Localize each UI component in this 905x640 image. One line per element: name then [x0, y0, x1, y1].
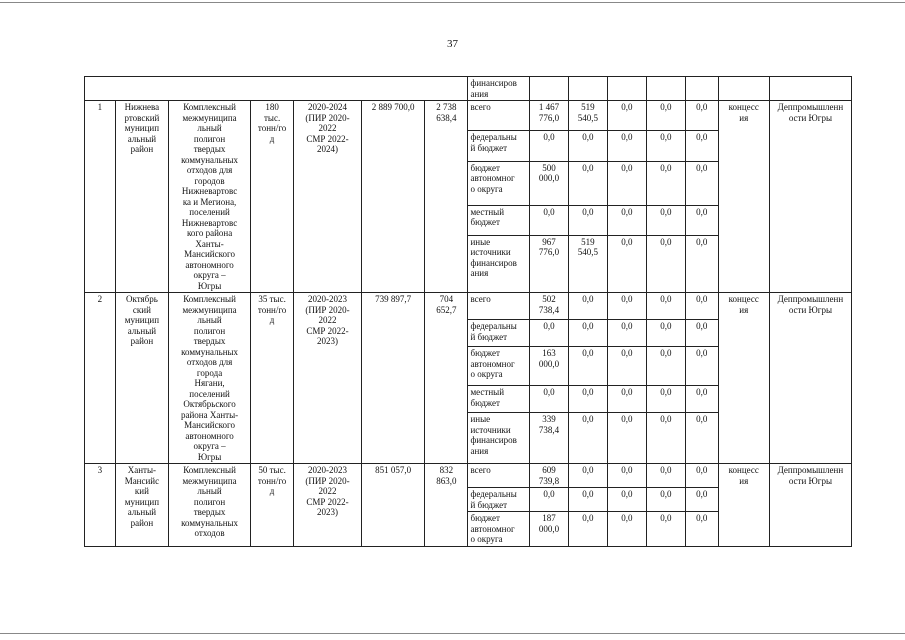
value-cell: 0,0 — [607, 347, 646, 386]
value-cell: 0,0 — [646, 235, 685, 292]
row-number-cell: 3 — [85, 464, 116, 547]
value-cell: 0,0 — [646, 413, 685, 464]
table-row — [85, 293, 852, 320]
value-cell: 0,0 — [568, 161, 607, 205]
value-cell: 0,0 — [568, 347, 607, 386]
table-row — [85, 101, 852, 131]
cost-cell: 739 897,7 — [361, 293, 425, 464]
source-name-cell: всего — [468, 464, 530, 488]
responsible-cell: Деппромышленн ости Югры — [769, 101, 851, 293]
municipality-cell: Октябрь ский муницип альный район — [115, 293, 168, 464]
value-cell: 0,0 — [568, 205, 607, 235]
cost-remaining-cell: 832 863,0 — [425, 464, 468, 547]
value-cell: 0,0 — [607, 161, 646, 205]
value-cell: 0,0 — [607, 131, 646, 161]
row-number-cell: 1 — [85, 101, 116, 293]
source-name-cell: всего — [468, 101, 530, 131]
value-cell: 0,0 — [685, 512, 718, 547]
value-cell: 0,0 — [646, 205, 685, 235]
value-cell: 0,0 — [568, 320, 607, 347]
value-cell: 0,0 — [607, 320, 646, 347]
responsible-cell: Деппромышленн ости Югры — [769, 293, 851, 464]
value-cell: 0,0 — [646, 386, 685, 413]
value-cell: 163 000,0 — [530, 347, 569, 386]
value-cell: 0,0 — [530, 488, 569, 512]
value-cell: 0,0 — [685, 205, 718, 235]
source-name-cell: бюджет автономног о округа — [468, 347, 530, 386]
source-name-cell: местный бюджет — [468, 205, 530, 235]
value-cell: 519 540,5 — [568, 101, 607, 131]
value-cell: 0,0 — [646, 320, 685, 347]
value-cell: 0,0 — [568, 413, 607, 464]
value-cell: 0,0 — [646, 347, 685, 386]
value-cell: 0,0 — [646, 488, 685, 512]
value-cell: 0,0 — [685, 293, 718, 320]
cost-remaining-cell: 2 738 638,4 — [425, 101, 468, 293]
value-cell: 609 739,8 — [530, 464, 569, 488]
source-name-cell: бюджет автономног о округа — [468, 161, 530, 205]
municipality-cell: Ханты- Мансийс кий муницип альный район — [115, 464, 168, 547]
value-cell: 0,0 — [607, 101, 646, 131]
continuation-row — [85, 77, 852, 101]
mechanism-cell: концесс ия — [718, 101, 769, 293]
scan-edge-top — [0, 2, 905, 3]
source-name-cell: федеральны й бюджет — [468, 131, 530, 161]
value-cell: 0,0 — [607, 488, 646, 512]
object-cell: Комплексный межмуниципа льный полигон твердых коммунальных отходов — [169, 464, 251, 547]
value-cell: 0,0 — [685, 235, 718, 292]
cost-cell: 2 889 700,0 — [361, 101, 425, 293]
value-cell: 0,0 — [568, 386, 607, 413]
period-cell: 2020-2024 (ПИР 2020- 2022 СМР 2022- 2024) — [294, 101, 362, 293]
continuation-blank — [85, 77, 468, 101]
value-cell: 0,0 — [646, 512, 685, 547]
value-cell: 0,0 — [607, 464, 646, 488]
value-cell: 967 776,0 — [530, 235, 569, 292]
source-name-cell: иные источники финансиров ания — [468, 413, 530, 464]
value-cell: 0,0 — [646, 464, 685, 488]
value-cell: 0,0 — [530, 205, 569, 235]
value-cell: 0,0 — [607, 235, 646, 292]
projects-table — [84, 76, 852, 547]
source-continued-cell: финансиров ания — [468, 77, 530, 101]
value-cell: 0,0 — [568, 512, 607, 547]
source-name-cell: всего — [468, 293, 530, 320]
source-name-cell: федеральны й бюджет — [468, 320, 530, 347]
value-cell: 0,0 — [685, 161, 718, 205]
source-name-cell: бюджет автономног о округа — [468, 512, 530, 547]
capacity-cell: 180 тыс. тонн/го д — [251, 101, 294, 293]
cost-cell: 851 057,0 — [361, 464, 425, 547]
value-cell: 0,0 — [685, 413, 718, 464]
value-cell: 0,0 — [685, 320, 718, 347]
value-cell: 0,0 — [685, 101, 718, 131]
value-cell: 0,0 — [685, 488, 718, 512]
value-cell: 0,0 — [685, 464, 718, 488]
value-cell: 0,0 — [530, 131, 569, 161]
value-cell: 0,0 — [530, 320, 569, 347]
object-cell: Комплексный межмуниципа льный полигон твердых коммунальных отходов для города Нягани, поселений Октябрьского района Ханты- Мансийского автономного округа – Югры — [169, 293, 251, 464]
period-cell: 2020-2023 (ПИР 2020- 2022 СМР 2022- 2023) — [294, 464, 362, 547]
mechanism-cell: концесс ия — [718, 464, 769, 547]
table-row — [85, 464, 852, 488]
value-cell: 0,0 — [607, 512, 646, 547]
value-cell: 0,0 — [568, 464, 607, 488]
value-cell: 0,0 — [607, 205, 646, 235]
value-cell: 0,0 — [568, 488, 607, 512]
mechanism-cell: концесс ия — [718, 293, 769, 464]
page-number: 37 — [447, 38, 458, 50]
value-cell: 0,0 — [530, 386, 569, 413]
source-name-cell: иные источники финансиров ания — [468, 235, 530, 292]
value-cell: 500 000,0 — [530, 161, 569, 205]
value-cell: 0,0 — [685, 131, 718, 161]
value-cell: 339 738,4 — [530, 413, 569, 464]
value-cell: 0,0 — [685, 386, 718, 413]
capacity-cell: 50 тыс. тонн/го д — [251, 464, 294, 547]
value-cell: 0,0 — [607, 386, 646, 413]
value-cell: 0,0 — [646, 101, 685, 131]
value-cell: 1 467 776,0 — [530, 101, 569, 131]
value-cell: 187 000,0 — [530, 512, 569, 547]
source-name-cell: местный бюджет — [468, 386, 530, 413]
value-cell: 0,0 — [607, 293, 646, 320]
value-cell: 0,0 — [646, 161, 685, 205]
value-cell: 0,0 — [607, 413, 646, 464]
capacity-cell: 35 тыс. тонн/го д — [251, 293, 294, 464]
value-cell: 0,0 — [568, 293, 607, 320]
period-cell: 2020-2023 (ПИР 2020- 2022 СМР 2022- 2023) — [294, 293, 362, 464]
value-cell: 519 540,5 — [568, 235, 607, 292]
value-cell: 0,0 — [685, 347, 718, 386]
object-cell: Комплексный межмуниципа льный полигон твердых коммунальных отходов для городов Нижневартовс ка и Мегиона, поселений Нижневартовс кого района Ханты- Мансийского автономного округа – Югры — [169, 101, 251, 293]
municipality-cell: Нижнева ртовский муницип альный район — [115, 101, 168, 293]
value-cell: 0,0 — [646, 293, 685, 320]
row-number-cell: 2 — [85, 293, 116, 464]
value-cell: 502 738,4 — [530, 293, 569, 320]
scan-edge-bottom — [0, 633, 905, 634]
value-cell: 0,0 — [568, 131, 607, 161]
source-name-cell: федеральны й бюджет — [468, 488, 530, 512]
cost-remaining-cell: 704 652,7 — [425, 293, 468, 464]
responsible-cell: Деппромышленн ости Югры — [769, 464, 851, 547]
value-cell: 0,0 — [646, 131, 685, 161]
